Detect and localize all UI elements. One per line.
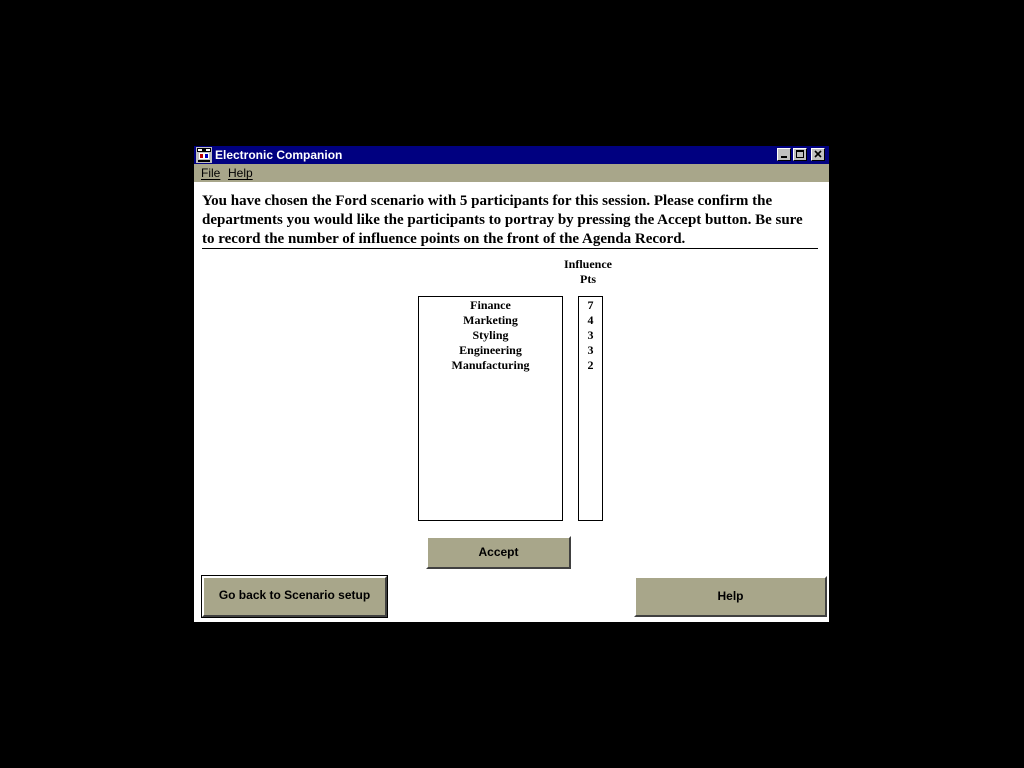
close-icon <box>812 149 824 160</box>
departments-listbox[interactable] <box>418 296 563 521</box>
accept-button[interactable]: Accept <box>426 536 571 569</box>
department-item[interactable]: Manufacturing <box>451 358 530 372</box>
maximize-button[interactable] <box>793 148 807 161</box>
department-item[interactable]: Styling <box>472 328 509 342</box>
influence-points-listbox[interactable] <box>578 296 603 521</box>
department-item[interactable]: Marketing <box>463 313 518 327</box>
divider <box>202 248 818 249</box>
title-bar[interactable] <box>194 146 829 164</box>
influence-header-line1: Influence <box>564 257 612 271</box>
department-item[interactable]: Finance <box>470 298 511 312</box>
points-item[interactable]: 2 <box>587 358 594 372</box>
minimize-icon <box>778 149 790 160</box>
app-icon[interactable] <box>196 147 212 163</box>
help-button[interactable]: Help <box>634 576 827 617</box>
influence-points-header <box>556 257 620 287</box>
influence-header-line2: Pts <box>580 272 596 286</box>
points-item[interactable]: 3 <box>587 343 594 357</box>
window-title: Electronic Companion <box>215 148 343 162</box>
minimize-button[interactable] <box>777 148 791 161</box>
menu-help[interactable]: Help <box>228 166 253 180</box>
menu-bar <box>194 164 829 182</box>
department-item[interactable]: Engineering <box>459 343 522 357</box>
points-item[interactable]: 7 <box>587 298 594 312</box>
points-item[interactable]: 3 <box>587 328 594 342</box>
close-button[interactable] <box>811 148 825 161</box>
maximize-icon <box>794 149 806 160</box>
menu-file[interactable]: File <box>201 166 221 180</box>
points-item[interactable]: 4 <box>587 313 594 327</box>
app-window <box>194 146 829 622</box>
instructions-text: You have chosen the Ford scenario with 5 participants for this session. Please confirm the departments you would like the participants to portray by pressing the Accept button. Be sure to record the number of influence points on the front of the Agenda Record. <box>202 193 803 247</box>
back-to-scenario-setup-button[interactable]: Go back to Scenario setup <box>202 576 387 617</box>
